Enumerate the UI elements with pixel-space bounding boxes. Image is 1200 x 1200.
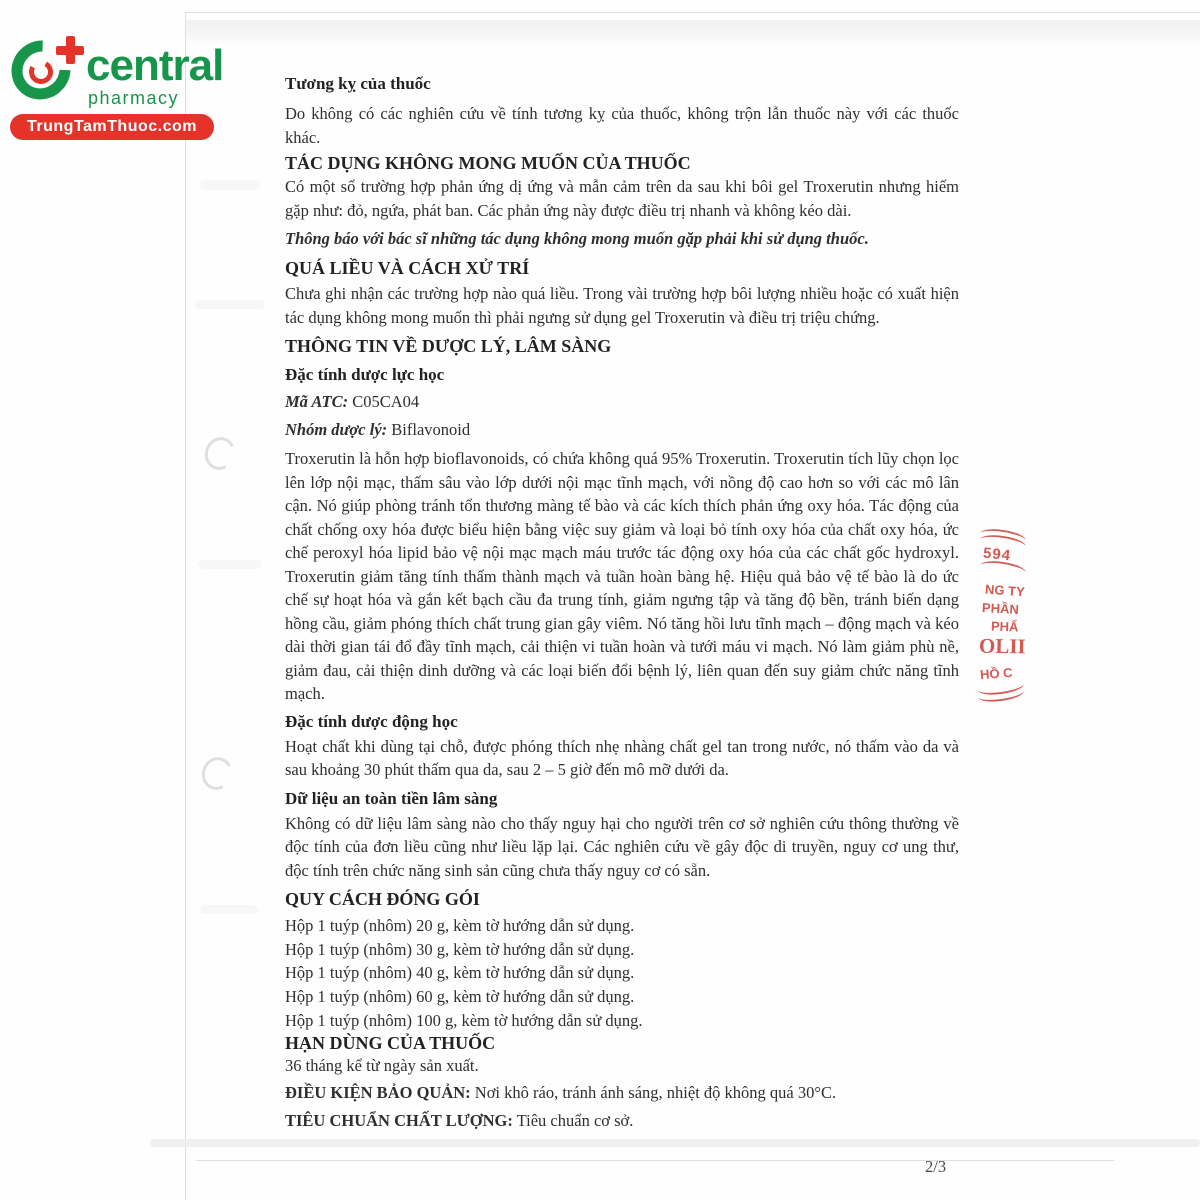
incompatibility-text: Do không có các nghiên cứu về tính tương kỵ của thuốc, không trộn lẫn thuốc này với các thuốc khác. (285, 104, 959, 147)
punch-hole-mark-top (201, 433, 240, 474)
packaging-item: Hộp 1 tuýp (nhôm) 60 g, kèm tờ hướng dẫn sử dụng. (285, 987, 635, 1007)
page-top-edge (185, 12, 1200, 13)
logo-brand-name: central (86, 41, 224, 90)
side-effects-doctor-note: Thông báo với bác sĩ những tác dụng không mong muốn gặp phải khi sử dụng thuốc. (285, 229, 869, 248)
atc-value: C05CA04 (352, 392, 420, 411)
bleedthrough-smudge (200, 180, 260, 190)
overdose-text: Chưa ghi nhận các trường hợp nào quá liều. Trong vài trường hợp bôi lượng nhiều hoặc có xuất hiện tác dụng không mong muốn thì phải ngưng sử dụng gel Troxerutin và điều trị triệu chứng. (285, 284, 959, 327)
group-value: Biflavonoid (391, 419, 471, 439)
central-pharmacy-logo (8, 28, 238, 143)
packaging-item: Hộp 1 tuýp (nhôm) 30 g, kèm tờ hướng dẫn sử dụng. (285, 939, 635, 959)
leaflet-content (285, 74, 959, 1132)
section-title-packaging: QUY CÁCH ĐÓNG GÓI (285, 889, 480, 909)
quality-standard-line (285, 1109, 959, 1133)
packaging-item: Hộp 1 tuýp (nhôm) 100 g, kèm tờ hướng dẫn sử dụng. (285, 1010, 643, 1030)
logo-website-badge: TrungTamThuoc.com (10, 114, 214, 140)
section-title-shelf-life: HẠN DÙNG CỦA THUỐC (285, 1032, 496, 1053)
packaging-list (285, 914, 959, 1033)
stamp-arc (979, 558, 1027, 579)
storage-conditions-line (285, 1081, 959, 1105)
stamp-fragment-text: OLII (978, 633, 1026, 659)
group-label: Nhóm dược lý: (285, 419, 388, 439)
atc-label: Mã ATC: (285, 392, 349, 411)
bleedthrough-smudge (198, 560, 262, 569)
stamp-fragment-text: HỒ C (979, 664, 1013, 683)
footer-rule (196, 1160, 1114, 1161)
quality-value: Tiêu chuẩn cơ sở. (516, 1110, 634, 1130)
scan-artifact-band-top (186, 20, 1200, 46)
quality-label: TIÊU CHUẨN CHẤT LƯỢNG: (285, 1110, 513, 1130)
page-number: 2/3 (925, 1157, 947, 1176)
page-left-edge (185, 12, 186, 1200)
red-company-stamp-partial (972, 528, 1036, 708)
stamp-fragment-text: PHẦN (981, 600, 1020, 617)
pharmacological-group-line (285, 418, 959, 442)
punch-hole-mark-bottom (198, 753, 237, 794)
section-title-overdose: QUÁ LIỀU VÀ CÁCH XỬ TRÍ (285, 258, 530, 278)
logo-plus-icon (56, 36, 84, 64)
central-pharmacy-logo-icon (12, 38, 82, 108)
preclinical-safety-text: Không có dữ liệu lâm sàng nào cho thấy nguy hại cho người trên cơ sở nghiên cứu thông thường về độc tính của đơn liều cũng như liều lặp lại. Các nghiên cứu về gây độc di truyền, nguy cơ ung thư, độc tính trên chức năng sinh sản cũng chưa thấy nguy cơ có sẵn. (285, 813, 959, 880)
section-title-pharmacology: THÔNG TIN VỀ DƯỢC LÝ, LÂM SÀNG (285, 336, 612, 356)
storage-value: Nơi khô ráo, tránh ánh sáng, nhiệt độ không quá 30°C. (474, 1083, 837, 1103)
pharmacokinetics-text: Hoạt chất khi dùng tại chỗ, được phóng thích nhẹ nhàng chất gel tan trong nước, nó thấm vào da và sau khoảng 30 phút thấm qua da, sau 2 – 5 giờ đến mô mỡ dưới da. (285, 736, 959, 779)
stamp-fragment-text: PHẨ (990, 618, 1019, 635)
bleedthrough-smudge (195, 300, 265, 309)
section-title-incompatibility: Tương kỵ của thuốc (285, 74, 431, 93)
bleedthrough-smudge (200, 905, 258, 914)
shelf-life-text: 36 tháng kể từ ngày sản xuất. (285, 1055, 479, 1075)
stamp-fragment-text: NG TY (984, 581, 1026, 600)
logo-brand-subtitle: pharmacy (88, 88, 180, 108)
pharmacodynamics-text: Troxerutin là hỗn hợp bioflavonoids, có chứa không quá 95% Troxerutin. Troxerutin tích lũy chọn lọc lên lớp nội mạc, thấm sâu vào lớp dưới nội mạc tĩnh mạch, với nồng độ cao hơn so với các mô lân cận. Nó giúp phòng tránh tổn thương màng tế bào và các kích thích phản ứng oxy hóa. Tác động của chất chống oxy hóa được biểu hiện bằng việc suy giảm và loại bỏ tính oxy hóa của chất oxy hóa, ức chế peroxyl hóa lipid bảo vệ nội mạc mạch máu trước tác động oxy hóa của các chất gốc hydroxyl. Troxerutin giảm tăng tính thấm thành mạch và tuần hoàn bàng hệ. Hiệu quả bảo vệ tế bào là do ức chế sự hoạt hóa và gắn kết bạch cầu đa trung tính, giảm ngưng tập và tăng độ bền, tránh biến dạng hồng cầu, giảm phóng thích chất trung gian gây viêm. Nó tăng hồi lưu tĩnh mạch – động mạch và kéo dài thời gian tái đổ đầy tĩnh mạch, cải thiện vi tuần hoàn và tưới máu vi mạch. Nó làm giảm phù nề, giảm đau, cải thiện dinh dưỡng và các loại biến đổi bệnh lý, liên quan đến suy giảm chức năng tĩnh mạch. (285, 449, 959, 703)
packaging-item: Hộp 1 tuýp (nhôm) 40 g, kèm tờ hướng dẫn sử dụng. (285, 963, 635, 983)
stamp-fragment-number: 594 (982, 544, 1012, 565)
preclinical-safety-title: Dữ liệu an toàn tiền lâm sàng (285, 788, 498, 808)
scan-artifact-band-bottom (150, 1139, 1200, 1147)
side-effects-text: Có một số trường hợp phản ứng dị ứng và mẫn cảm trên da sau khi bôi gel Troxerutin nhưng hiếm gặp như: đỏ, ngứa, phát ban. Các phản ứng này được điều trị nhanh và không kéo dài. (285, 177, 959, 220)
atc-code-line (285, 390, 959, 414)
pharmacodynamics-title: Đặc tính dược lực học (285, 365, 445, 384)
storage-label: ĐIỀU KIỆN BẢO QUẢN: (285, 1083, 471, 1103)
pharmacokinetics-title: Đặc tính dược động học (285, 711, 458, 731)
section-title-side-effects: TÁC DỤNG KHÔNG MONG MUỐN CỦA THUỐC (285, 153, 691, 173)
packaging-item: Hộp 1 tuýp (nhôm) 20 g, kèm tờ hướng dẫn sử dụng. (285, 916, 635, 935)
